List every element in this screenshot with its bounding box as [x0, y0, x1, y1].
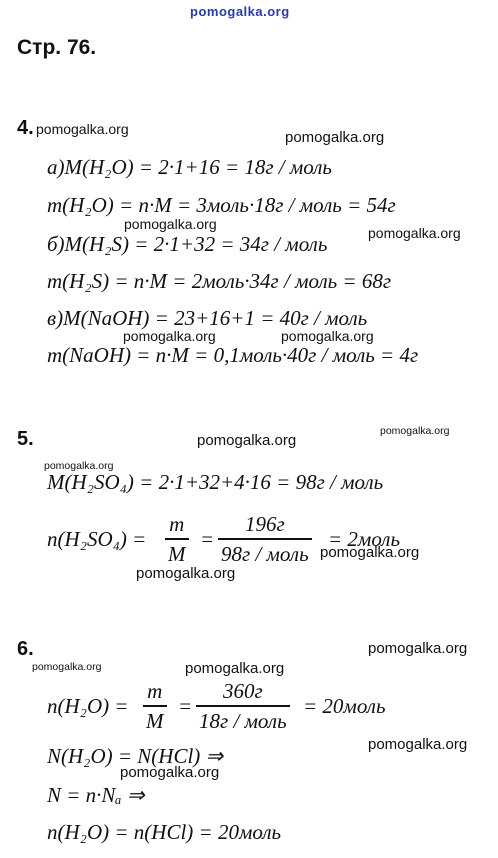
task-6-line-2: N(H₂O) = N(HCl) ⇒: [47, 744, 224, 768]
task-6-fraction-values: [196, 679, 290, 733]
watermark: pomogalka.org: [285, 129, 385, 146]
task-4-line-b1: б)M(H₂S) = 2·1+32 = 34г / моль: [47, 232, 328, 256]
task-4-line-a1: а)M(H₂O) = 2·1+16 = 18г / моль: [47, 155, 332, 179]
task-6-line-1-right: = 20моль: [303, 694, 386, 718]
task-5-fraction-values: [218, 512, 312, 566]
fraction-numerator: m: [147, 679, 163, 703]
task-4-line-a2: m(H₂O) = n·M = 3моль·18г / моль = 54г: [47, 193, 396, 217]
watermark: pomogalka.org: [136, 565, 236, 582]
fraction-numerator: 360г: [222, 679, 263, 703]
fraction-bar: [218, 538, 312, 540]
watermark: pomogalka.org: [320, 544, 420, 561]
task-4-line-c2: m(NaOH) = n·M = 0,1моль·40г / моль = 4г: [47, 343, 419, 367]
watermark: pomogalka.org: [36, 121, 129, 137]
task-5-line-2-right: = 2моль: [328, 527, 401, 551]
task-6-fraction-m-over-M: [143, 679, 167, 733]
watermark: pomogalka.org: [380, 425, 450, 437]
task-5-number: 5.: [17, 428, 34, 450]
task-6-number: 6.: [17, 638, 34, 660]
fraction-denominator: 18г / моль: [199, 708, 287, 733]
task-6-line-4: n(H₂O) = n(HCl) = 20моль: [47, 820, 282, 844]
task-6-line-3: N = n·Nₐ ⇒: [47, 783, 145, 807]
watermark: pomogalka.org: [123, 328, 216, 344]
watermark: pomogalka.org: [120, 764, 220, 781]
watermark: pomogalka.org: [185, 660, 285, 677]
watermark: pomogalka.org: [368, 225, 461, 241]
task-5-line-1: M(H₂SO₄) = 2·1+32+4·16 = 98г / моль: [47, 470, 384, 494]
page-title: Стр. 76.: [17, 36, 97, 59]
fraction-bar: [165, 538, 189, 540]
fraction-numerator: m: [169, 512, 185, 536]
watermark: pomogalka.org: [368, 640, 468, 657]
task-4-line-c1: в)M(NaOH) = 23+16+1 = 40г / моль: [47, 306, 368, 330]
fraction-denominator: M: [146, 708, 164, 733]
watermark: pomogalka.org: [197, 432, 297, 449]
watermark: pomogalka.org: [44, 460, 114, 472]
watermark: pomogalka.org: [32, 661, 102, 673]
fraction-denominator: M: [168, 541, 186, 566]
equals-sign: =: [200, 527, 215, 551]
fraction-numerator: 196г: [244, 512, 285, 536]
site-header[interactable]: pomogalka.org: [190, 4, 290, 19]
task-5-line-2-left: n(H₂SO₄) =: [47, 527, 147, 551]
task-4-line-b2: m(H₂S) = n·M = 2моль·34г / моль = 68г: [47, 269, 392, 293]
fraction-bar: [196, 705, 290, 707]
task-4-number: 4.: [17, 117, 34, 139]
task-5-fraction-m-over-M: [165, 512, 189, 566]
equals-sign: =: [178, 694, 193, 718]
watermark: pomogalka.org: [368, 736, 468, 753]
watermark: pomogalka.org: [124, 216, 217, 232]
watermark: pomogalka.org: [281, 328, 374, 344]
fraction-denominator: 98г / моль: [221, 541, 309, 566]
task-6-line-1-left: n(H₂O) =: [47, 694, 129, 718]
fraction-bar: [143, 705, 167, 707]
